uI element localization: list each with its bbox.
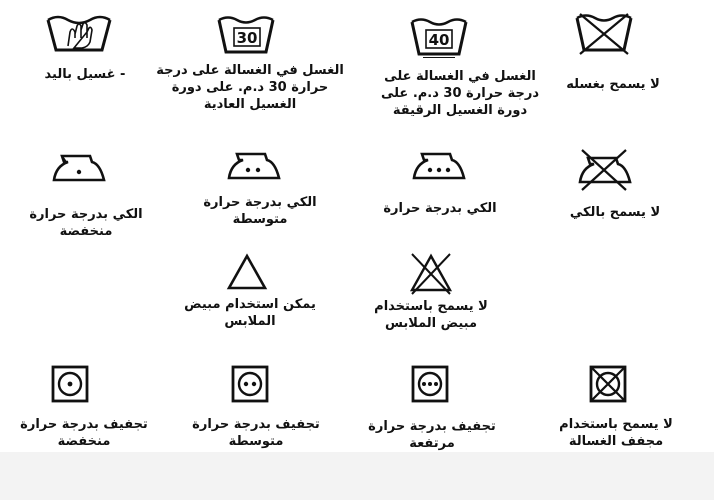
iron-low-label: الكي بدرجة حرارة منخفضة [29, 207, 143, 239]
machine-wash-30-label: الغسل في الغسالة على درجة حرارة 30 د.م. على دورة الغسيل العادية [156, 63, 344, 112]
do-not-wash-label: لا يسمح بغسله [566, 77, 660, 92]
bleach-not-allowed-label: لا يسمح باستخدام مبيض الملابس [374, 299, 488, 331]
do-not-tumble-dry-icon [588, 364, 628, 404]
do-not-iron-label: لا يسمح بالكي [569, 205, 661, 220]
do-not-tumble-dry-label: لا يسمح باستخدام مجفف الغسالة [559, 417, 673, 449]
tumble-dry-medium-label: تجفيف بدرجة حرارة متوسطة [192, 417, 320, 449]
machine-wash-30-icon [216, 12, 276, 56]
iron-high-label: الكي بدرجة حرارة [383, 201, 497, 216]
do-not-iron-icon [574, 146, 634, 192]
wash-temp-30: 30 [236, 29, 258, 47]
iron-high-icon [410, 148, 468, 186]
iron-low-icon [50, 150, 108, 188]
machine-wash-40-icon [409, 14, 469, 58]
iron-medium-icon [225, 148, 283, 186]
tumble-dry-low-label: تجفيف بدرجة حرارة منخفضة [20, 417, 148, 449]
bleach-allowed-icon [225, 252, 269, 292]
hand-wash-icon [44, 12, 114, 54]
tumble-dry-high-label: تجفيف بدرجة حرارة مرتفعة [368, 419, 496, 451]
bleach-not-allowed-icon [406, 250, 456, 296]
do-not-wash-icon [574, 10, 634, 56]
hand-wash-label: - غسيل باليد [44, 67, 126, 82]
machine-wash-40-label: الغسل في الغسالة على درجة حرارة 30 د.م. على دورة الغسيل الرقيقة [380, 69, 540, 118]
bottom-band [0, 452, 714, 500]
wash-temp-40: 40 [428, 31, 450, 49]
tumble-dry-high-icon [410, 364, 450, 404]
tumble-dry-low-icon [50, 364, 90, 404]
bleach-allowed-label: يمكن استخدام مبيض الملابس [184, 297, 316, 329]
tumble-dry-medium-icon [230, 364, 270, 404]
iron-medium-label: الكي بدرجة حرارة متوسطة [203, 195, 317, 227]
